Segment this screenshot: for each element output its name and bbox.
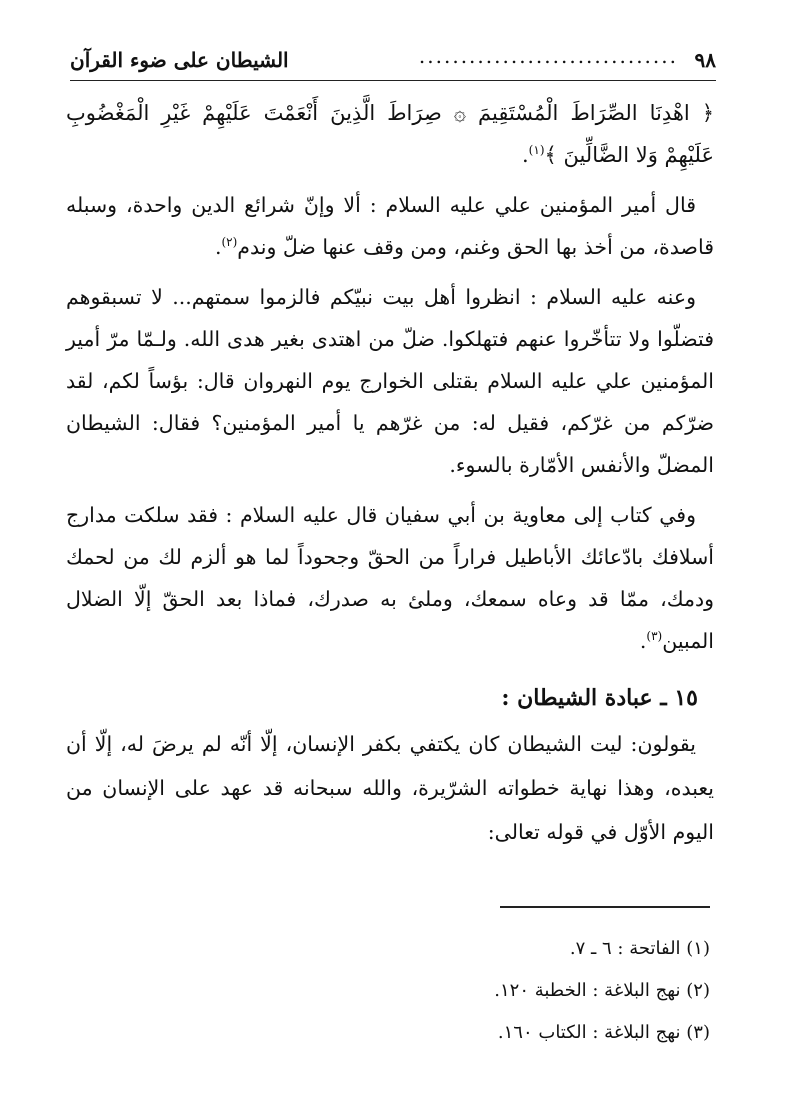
footnote-ref-1: (١) (528, 143, 545, 157)
footnote-1: (١) الفاتحة : ٦ ـ ٧. (569, 938, 710, 959)
paragraph-1-text: قال أمير المؤمنين علي عليه السلام : ألا وإنّ شرائع الدين واحدة، وسبله قاصدة، من أخذ بها الحق وغنم، ومن وقف عنها ضلّ وندم (66, 193, 714, 259)
footnote-2: (٢) نهج البلاغة : الخطبة ١٢٠. (494, 980, 710, 1001)
footnotes (290, 928, 710, 1054)
paragraph-3: وفي كتاب إلى معاوية بن أبي سفيان قال عليه السلام : فقد سلكت مدارج أسلافك بادّعائك الأباطيل فراراً من الحقّ وجحوداً لما هو ألزم لك من لحمك ودمك، ممّا قد وعاه سمعك، وملئ به صدرك، فماذا بعد الحقّ إلّا الضلال المبين$^{(٣)}$. (66, 503, 714, 653)
main-text (66, 92, 714, 670)
footnote-3: (٣) نهج البلاغة : الكتاب ١٦٠. (497, 1022, 710, 1043)
paragraph-2-text: وعنه عليه السلام : انظروا أهل بيت نبيّكم فالزموا سمتهم... لا تسبقوهم فتضلّوا ولا تتأخّروا عنهم فتهلكوا. ضلّ من اهتدى بغير هدى الله. ولـمّا مرّ أمير المؤمنين علي عليه السلام بقتلى الخوارج يوم النهروان قال: بؤساً لكم، لقد ضرّكم من غرّكم، فقيل له: من غرّهم يا أمير المؤمنين؟ فقال: الشيطان المضلّ والأنفس الأمّارة بالسوء. (66, 285, 714, 477)
section-paragraph: يقولون: ليت الشيطان كان يكتفي بكفر الإنسان، إلّا أنّه لم يرضَ له، إلّا أن يعبده، وهذا نهاية خطواته الشرّيرة، والله سبحانه قد عهد على الإنسان من اليوم الأوّل في قوله تعالى: (66, 732, 714, 844)
footnote-ref-2: (٢) (221, 235, 238, 250)
header-dots: ............................... (418, 44, 678, 68)
page-header (70, 40, 716, 81)
paragraph-1: قال أمير المؤمنين علي عليه السلام : ألا وإنّ شرائع الدين واحدة، وسبله قاصدة، من أخذ بها الحق وغنم، ومن وقف عنها ضلّ وندم$^{(٢)}$. (66, 193, 714, 259)
page-number: ٩٨ (694, 48, 716, 72)
section-body (66, 722, 714, 854)
quran-verse-paragraph: ﴿ اهْدِنَا الصِّرَاطَ الْمُسْتَقِيمَ ۞ صِرَاطَ الَّذِينَ أَنْعَمْتَ عَلَيْهِمْ غَيْرِ الْمَغْضُوبِ عَلَيْهِمْ وَلا الضَّالِّينَ ﴾$^{(١)}$. (66, 101, 714, 167)
paragraph-3-text: وفي كتاب إلى معاوية بن أبي سفيان قال عليه السلام : فقد سلكت مدارج أسلافك بادّعائك الأباطيل فراراً من الحقّ وجحوداً لما هو ألزم لك من لحمك ودمك، ممّا قد وعاه سمعك، وملئ به صدرك، فماذا بعد الحقّ إلّا الضلال المبين (66, 503, 714, 653)
footnote-divider (500, 906, 710, 908)
section-heading: ١٥ ـ عبادة الشيطان : (501, 685, 698, 711)
paragraph-2 (66, 276, 714, 486)
quran-verse: ﴿ اهْدِنَا الصِّرَاطَ الْمُسْتَقِيمَ ۞ صِرَاطَ الَّذِينَ أَنْعَمْتَ عَلَيْهِمْ غَيْرِ الْمَغْضُوبِ عَلَيْهِمْ وَلا الضَّالِّينَ ﴾ (66, 101, 714, 167)
footnote-ref-3: (٣) (646, 629, 663, 644)
running-title: الشيطان على ضوء القرآن (70, 48, 289, 72)
